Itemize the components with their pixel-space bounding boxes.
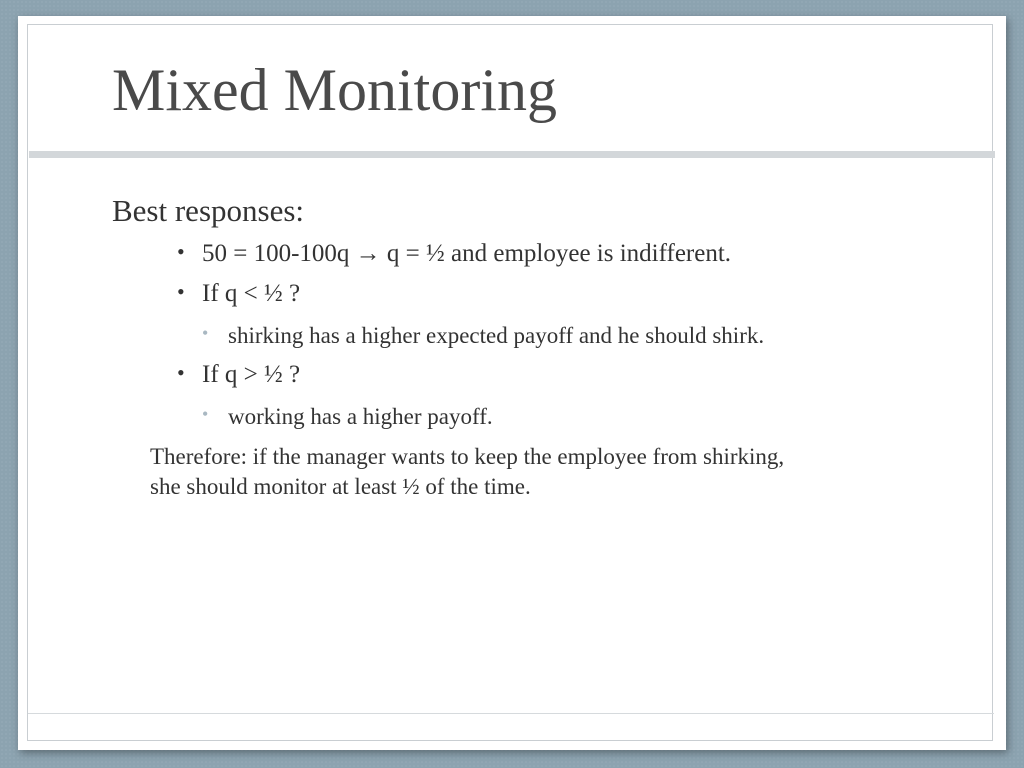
sub-bullet-text: shirking has a higher expected payoff and he should shirk. (228, 323, 765, 349)
conclusion-paragraph (150, 442, 930, 502)
bullet-text: If q > ½ ? (202, 360, 301, 388)
sub-bullet-working (202, 403, 972, 431)
title-divider (29, 151, 995, 158)
slide-body (112, 192, 972, 502)
bullet-dot-icon: • (177, 279, 185, 305)
sub-bullet-shirking (202, 322, 972, 350)
slide-title: Mixed Monitoring (112, 57, 557, 123)
sub-bullet-text: working has a higher payoff. (228, 403, 493, 429)
conclusion-line-1: Therefore: if the manager wants to keep the employee from shirking, (150, 444, 785, 470)
conclusion-line-2: she should monitor at least ½ of the time. (150, 474, 531, 500)
bullet-dot-icon: • (177, 359, 185, 385)
bullet-indifference (177, 239, 972, 269)
sub-bullet-dot-icon: • (202, 403, 209, 424)
bullet-q-less-than-half (177, 279, 972, 309)
bullet-q-greater-than-half (177, 359, 972, 390)
bullet-text: 50 = 100-100q → q = ½ and employee is indifferent. (202, 240, 732, 268)
sub-bullet-dot-icon: • (202, 323, 209, 344)
slide (18, 16, 1006, 750)
bullet-text: If q < ½ ? (202, 280, 301, 308)
heading-best-responses: Best responses: (112, 193, 305, 228)
bullet-dot-icon: • (177, 239, 185, 265)
footer-divider (28, 713, 994, 714)
